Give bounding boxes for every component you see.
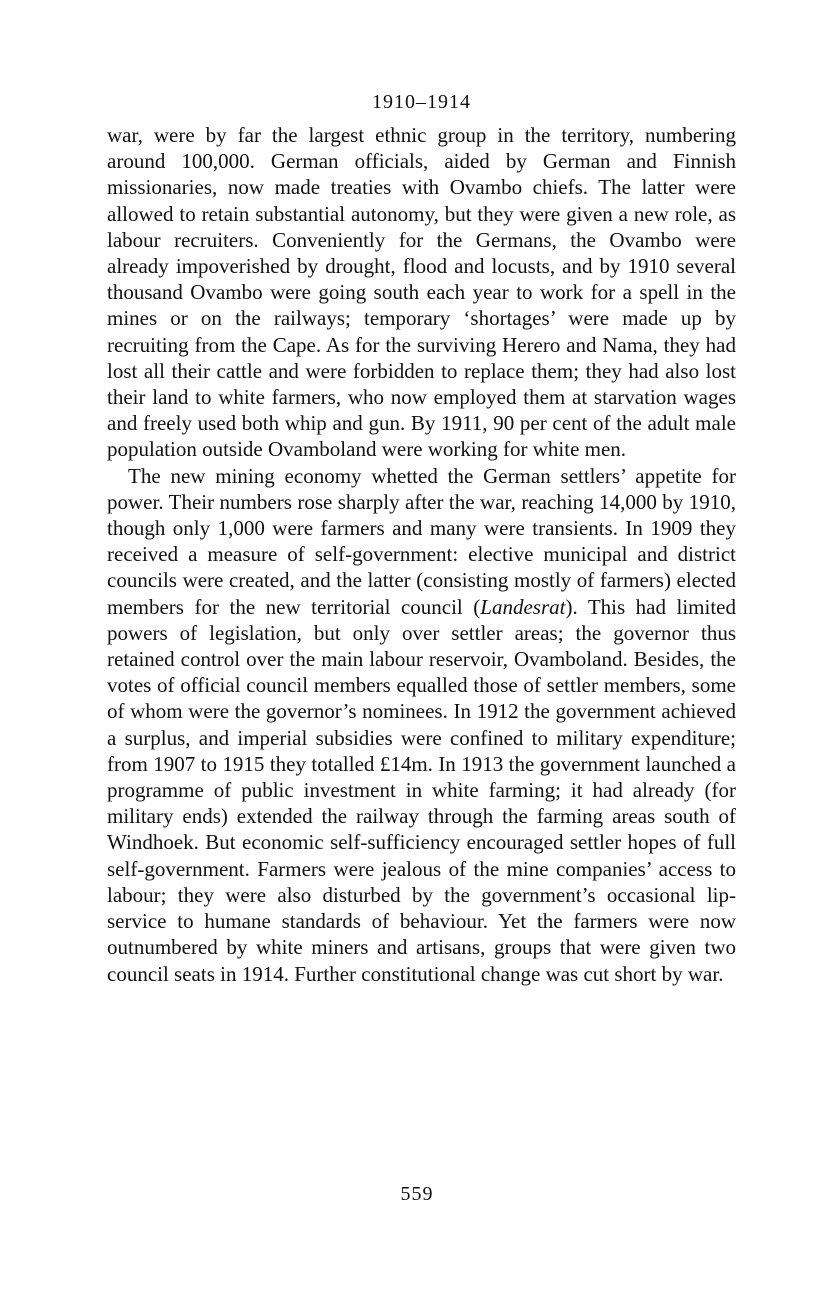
- paragraph-2-text-b: ). This had limited powers of legislation, but only over settler areas; the governor thus retained control over the main labour reservoir, Ovamboland. Besides, the votes of official council members equalled those of settler members, some of whom were the governor’s nominees. In 1912 the government achieved a surplus, and imperial subsidies were confined to military expenditure; from 1907 to 1915 they totalled £14m. In 1913 the government launched a programme of public investment in white farming; it had already (for military ends) extended the railway through the farming areas south of Windhoek. But economic self-sufficiency encouraged settler hopes of full self-government. Farmers were jealous of the mine companies’ access to labour; they were also disturbed by the government’s occasional lip-service to humane standards of behaviour. Yet the farmers were now outnumbered by white miners and artisans, groups that were given two council seats in 1914. Further constitutional change was cut short by war.: [107, 594, 736, 986]
- paragraph-2-text-a: The new mining economy whetted the German settlers’ appetite for power. Their numbers rose sharply after the war, reaching 14,000 by 1910, though only 1,000 were farmers and many were transients. In 1909 they received a measure of self-government: elective municipal and district councils were created, and the latter (consisting mostly of farmers) elected members for the new territorial council (: [107, 463, 736, 619]
- paragraph-2-italic-term: Landesrat: [480, 594, 566, 619]
- page-body: [107, 88, 736, 987]
- paragraph-2: [107, 463, 736, 987]
- page-number: 559: [400, 1183, 434, 1205]
- paragraph-1: war, were by far the largest ethnic group in the territory, numbering around 100,000. German officials, aided by German and Finnish missionaries, now made treaties with Ovambo chiefs. The latter were allowed to retain substantial autonomy, but they were given a new role, as labour recruiters. Conveniently for the Germans, the Ovambo were already impoverished by drought, flood and locusts, and by 1910 several thousand Ovambo were going south each year to work for a spell in the mines or on the railways; temporary ‘shortages’ were made up by recruiting from the Cape. As for the surviving Herero and Nama, they had lost all their cattle and were forbidden to replace them; they had also lost their land to white farmers, who now employed them at starvation wages and freely used both whip and gun. By 1911, 90 per cent of the adult male population outside Ovamboland were working for white men.: [107, 123, 736, 462]
- running-head: 1910–1914: [372, 91, 471, 113]
